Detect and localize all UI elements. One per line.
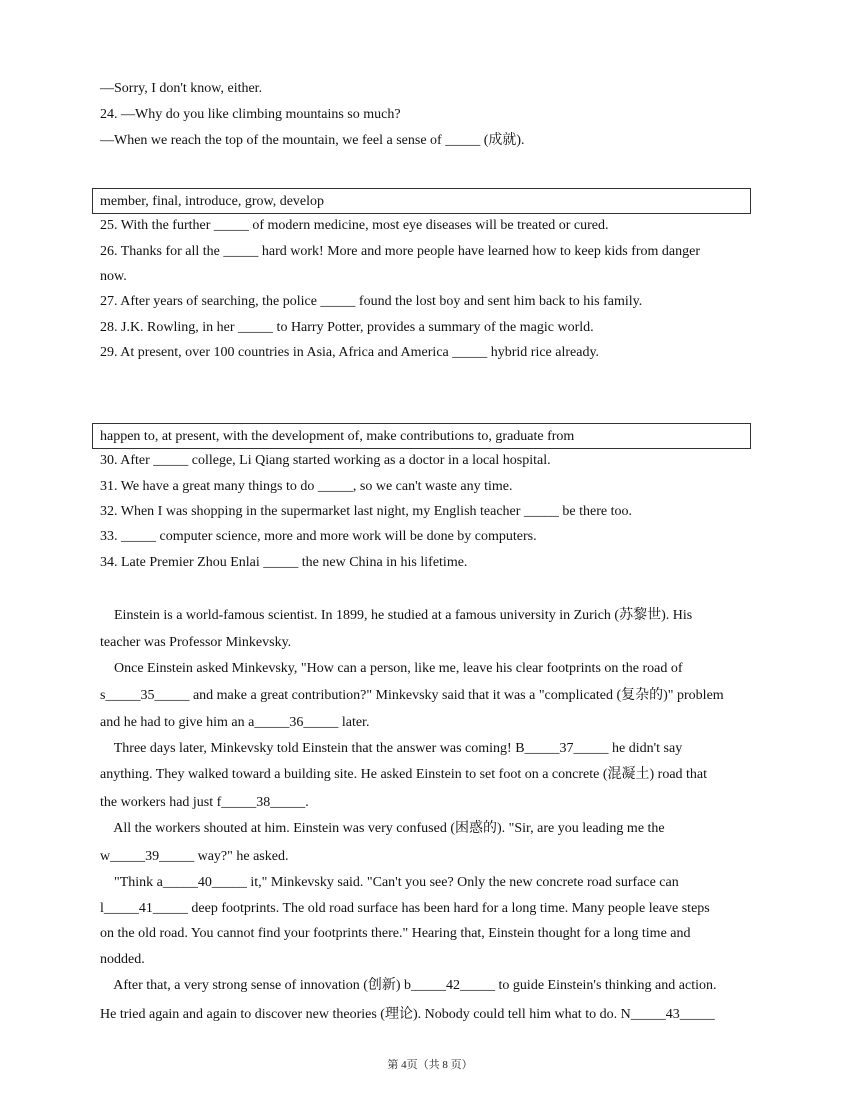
passage-line: Einstein is a world-famous scientist. In 1899, he studied at a famous university in Zurich (苏黎世). His [100, 608, 693, 623]
passage-line: teacher was Professor Minkevsky. [100, 635, 292, 650]
dialogue-line: —Sorry, I don't know, either. [100, 81, 263, 96]
question-24: 24. —Why do you like climbing mountains so much? [100, 107, 401, 122]
question-29: 29. At present, over 100 countries in Asia, Africa and America _____ hybrid rice already. [100, 345, 600, 360]
question-30: 30. After _____ college, Li Qiang started working as a doctor in a local hospital. [100, 453, 551, 468]
question-26-cont: now. [100, 269, 127, 284]
passage-line: Three days later, Minkevsky told Einstein that the answer was coming! B_____37_____ he didn't say [100, 741, 683, 756]
passage-line: l_____41_____ deep footprints. The old road surface has been hard for a long time. Many people leave steps [100, 901, 710, 916]
question-27: 27. After years of searching, the police _____ found the lost boy and sent him back to his family. [100, 294, 643, 309]
question-28: 28. J.K. Rowling, in her _____ to Harry Potter, provides a summary of the magic world. [100, 320, 594, 335]
question-33: 33. _____ computer science, more and more work will be done by computers. [100, 529, 537, 544]
passage-line: Once Einstein asked Minkevsky, "How can a person, like me, leave his clear footprints on the road of [100, 661, 683, 676]
page-footer: 第 4页（共 8 页） [387, 1059, 473, 1071]
passage-line: All the workers shouted at him. Einstein was very confused (困惑的). "Sir, are you leading me the [100, 821, 665, 836]
passage-line: w_____39_____ way?" he asked. [100, 849, 289, 864]
passage-line: nodded. [100, 952, 145, 967]
passage-line: s_____35_____ and make a great contribution?" Minkevsky said that it was a "complicated (复杂的)" problem [100, 688, 724, 703]
word-box-text: happen to, at present, with the development of, make contributions to, graduate from [100, 429, 575, 444]
question-25: 25. With the further _____ of modern medicine, most eye diseases will be treated or cured. [100, 218, 609, 233]
question-31: 31. We have a great many things to do _____, so we can't waste any time. [100, 479, 513, 494]
passage-line: and he had to give him an a_____36_____ later. [100, 715, 370, 730]
passage-line: After that, a very strong sense of innovation (创新) b_____42_____ to guide Einstein's thinking and action. [100, 978, 717, 993]
passage-line: on the old road. You cannot find your footprints there." Hearing that, Einstein thought for a long time and [100, 926, 691, 941]
passage-line: He tried again and again to discover new theories (理论). Nobody could tell him what to do. N_____43_____ [100, 1007, 715, 1022]
word-box-2 [92, 423, 751, 449]
word-box-1 [92, 188, 751, 214]
question-26: 26. Thanks for all the _____ hard work! More and more people have learned how to keep kids from danger [100, 244, 701, 259]
dialogue-line: —When we reach the top of the mountain, we feel a sense of _____ (成就). [100, 133, 525, 148]
word-box-text: member, final, introduce, grow, develop [100, 194, 325, 209]
passage-line: "Think a_____40_____ it," Minkevsky said. "Can't you see? Only the new concrete road surface can [100, 875, 679, 890]
passage-line: the workers had just f_____38_____. [100, 795, 309, 810]
question-32: 32. When I was shopping in the supermarket last night, my English teacher _____ be there too. [100, 504, 633, 519]
passage-line: anything. They walked toward a building site. He asked Einstein to set foot on a concrete (混凝土) road that [100, 767, 708, 782]
question-34: 34. Late Premier Zhou Enlai _____ the new China in his lifetime. [100, 555, 468, 570]
